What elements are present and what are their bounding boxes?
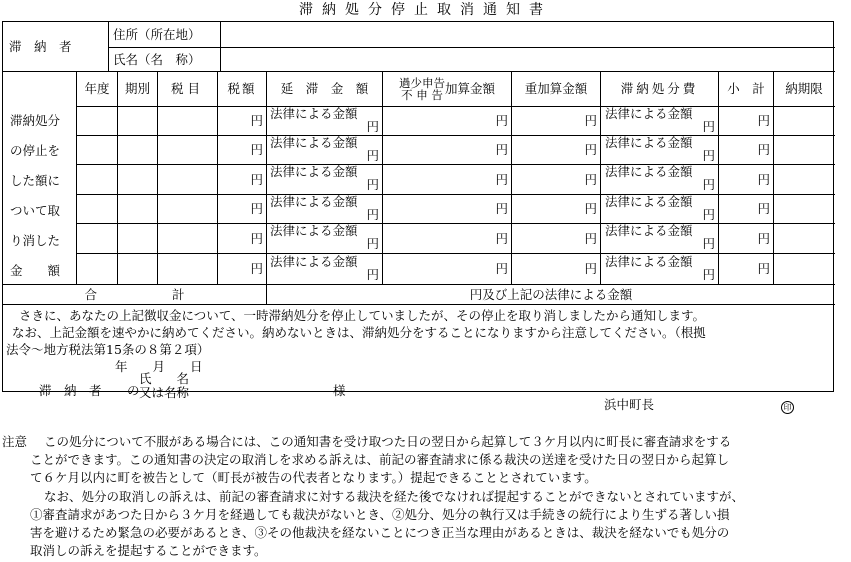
delinquency-cell (270, 224, 381, 250)
col-tax-item: 税目 (170, 81, 204, 96)
issuer-name: 浜中町長 (604, 397, 655, 412)
name-label-line-1: 氏 名 (139, 371, 190, 386)
col-undeclared (383, 71, 511, 106)
undeclared-cell: 円 (495, 261, 508, 276)
yen-unit: 円 (702, 267, 715, 282)
law-amount-text: 法律による金額 (605, 254, 693, 269)
law-amount-text: 法律による金額 (270, 223, 358, 238)
disposal-fee-cell (605, 224, 717, 250)
subtotal-cell: 円 (757, 201, 770, 216)
honorific: 様 (333, 383, 346, 398)
law-amount-text: 法律による金額 (605, 164, 693, 179)
delinquency-cell (270, 136, 381, 162)
law-amount-text: 法律による金額 (270, 106, 358, 121)
col-undeclared-tail: 加算金額 (444, 81, 495, 96)
heavy-penalty-cell: 円 (584, 113, 597, 128)
table-row (3, 253, 835, 284)
disposal-fee-cell (605, 165, 717, 191)
taxpayer-label: 滞 納 者 (9, 39, 72, 54)
law-amount-text: 法律による金額 (270, 254, 358, 269)
tax-amount-cell: 円 (250, 113, 263, 128)
row-label-line: ついて取 (10, 203, 61, 218)
name-field[interactable] (225, 47, 830, 71)
col-undeclared-line2: 不 申 告 (401, 87, 443, 102)
note-label: 注意 (2, 434, 28, 449)
undeclared-cell: 円 (495, 142, 508, 157)
note-line: て６ケ月以内に町を被告として（町長が被告の代表者となります。）提起できることとされています。 (30, 470, 597, 485)
law-amount-text: 法律による金額 (605, 223, 693, 238)
row-label-line: 金 額 (10, 263, 61, 278)
law-amount-text: 法律による金額 (605, 135, 693, 150)
recipient-name-label (139, 372, 189, 400)
tax-amount-cell: 円 (250, 171, 263, 187)
tax-amount-cell: 円 (250, 230, 263, 246)
note-line: ことができます。この通知書の決定の取消しを求める訴えは、前記の審査請求に係る裁決の送達を受けた日の翌日から起算し (30, 452, 730, 467)
note-line: ①審査請求があつた日から３ケ月を経過しても裁決がないとき、②処分、処分の執行又は手続きの続行により生ずる著しい損 (30, 507, 730, 522)
note-line: この処分について不服がある場合には、この通知書を受け取つた日の翌日から起算して３ケ月以内に町長に審査請求をする (44, 434, 732, 449)
col-tax-amount: 税額 (227, 81, 257, 96)
address-field[interactable] (225, 22, 830, 47)
heavy-penalty-cell: 円 (584, 142, 597, 157)
col-delinquency: 延 滞 金 額 (280, 81, 369, 96)
note-line: 害を避けるため緊急の必要があるとき、③その他裁決を経ないことにつき正当な理由があるときは、裁決を経ないでも処分の (30, 525, 730, 540)
total-value: 円及び上記の法律による金額 (469, 286, 633, 302)
undeclared-cell: 円 (495, 201, 508, 216)
body-line-1: さきに、あなたの上記徴収金について、一時滞納処分を停止していましたが、その停止を取り消しましたから通知します。 (19, 308, 706, 323)
yen-unit: 円 (366, 148, 379, 163)
col-period: 期別 (124, 81, 150, 96)
heavy-penalty-cell: 円 (584, 201, 597, 216)
law-amount-text: 法律による金額 (270, 164, 358, 179)
subtotal-cell: 円 (757, 142, 770, 157)
disposal-fee-cell (605, 136, 717, 162)
undeclared-cell: 円 (495, 230, 508, 246)
official-seal-icon: 印 (781, 398, 794, 414)
subtotal-cell: 円 (757, 113, 770, 128)
row-label-line: り消した (10, 233, 61, 248)
row-label-line: の停止を (10, 143, 61, 158)
yen-unit: 円 (702, 177, 715, 192)
subtotal-cell: 円 (757, 261, 770, 276)
delinquency-cell (270, 195, 381, 221)
address-label: 住所（所在地） (113, 27, 201, 42)
col-year: 年度 (84, 81, 110, 96)
undeclared-cell: 円 (495, 113, 508, 128)
col-disposal-fee: 滞納処分費 (620, 81, 699, 96)
yen-unit: 円 (702, 207, 715, 222)
subtotal-cell: 円 (757, 230, 770, 246)
recipient-label: 滞 納 者 (39, 383, 102, 398)
yen-unit: 円 (366, 177, 379, 192)
tax-amount-cell: 円 (250, 142, 263, 157)
recipient-no: の (127, 383, 140, 398)
table-row (3, 135, 835, 165)
heavy-penalty-cell: 円 (584, 261, 597, 276)
yen-unit: 円 (366, 267, 379, 282)
law-amount-text: 法律による金額 (270, 194, 358, 209)
name-label: 氏名（名 称） (113, 51, 201, 67)
issue-date: 年 月 日 (115, 359, 203, 374)
subtotal-cell: 円 (757, 171, 770, 187)
name-label-line-2: 又は名称 (139, 385, 190, 400)
yen-unit: 円 (702, 148, 715, 163)
heavy-penalty-cell: 円 (584, 171, 597, 187)
col-undeclared-line1: 過少申告 (398, 75, 445, 90)
body-line-3: 法令～地方税法第15条の８第２項） (6, 342, 210, 357)
law-amount-text: 法律による金額 (270, 135, 358, 150)
row-label-line: 滞納処分 (10, 113, 61, 128)
disposal-fee-cell (605, 255, 717, 281)
col-deadline: 納期限 (785, 81, 823, 96)
heavy-penalty-cell: 円 (584, 230, 597, 246)
table-row (3, 106, 835, 136)
undeclared-cell: 円 (495, 171, 508, 187)
yen-unit: 円 (702, 119, 715, 134)
disposal-fee-cell (605, 195, 717, 221)
delinquency-cell (270, 107, 381, 133)
tax-amount-cell: 円 (250, 261, 263, 276)
yen-unit: 円 (366, 119, 379, 134)
yen-unit: 円 (702, 236, 715, 251)
col-subtotal: 小 計 (727, 81, 765, 96)
law-amount-text: 法律による金額 (605, 106, 693, 121)
delinquency-cell (270, 165, 381, 191)
total-label: 合 計 (84, 286, 185, 302)
yen-unit: 円 (366, 207, 379, 222)
law-amount-text: 法律による金額 (605, 194, 693, 209)
table-row (3, 223, 835, 253)
note-line: 取消しの訴えを提起することができます。 (30, 543, 267, 558)
tax-amount-cell: 円 (250, 201, 263, 216)
table-row (3, 164, 835, 194)
delinquency-cell (270, 255, 381, 281)
note-line: なお、処分の取消しの訴えは、前記の審査請求に対する裁決を経た後でなければ提起することができないとされていますが、 (44, 489, 745, 504)
yen-unit: 円 (366, 236, 379, 251)
document-title: 滞納処分停止取消通知書 (299, 2, 552, 18)
disposal-fee-cell (605, 107, 717, 133)
table-row (3, 194, 835, 224)
body-line-2: なお、上記金額を速やかに納めてください。納めないときは、滞納処分をすることになりますから注意してください。（根拠 (12, 325, 706, 340)
col-heavy-penalty: 重加算金額 (524, 81, 588, 96)
row-label-line: した額に (10, 173, 61, 188)
notice-table (2, 21, 834, 400)
